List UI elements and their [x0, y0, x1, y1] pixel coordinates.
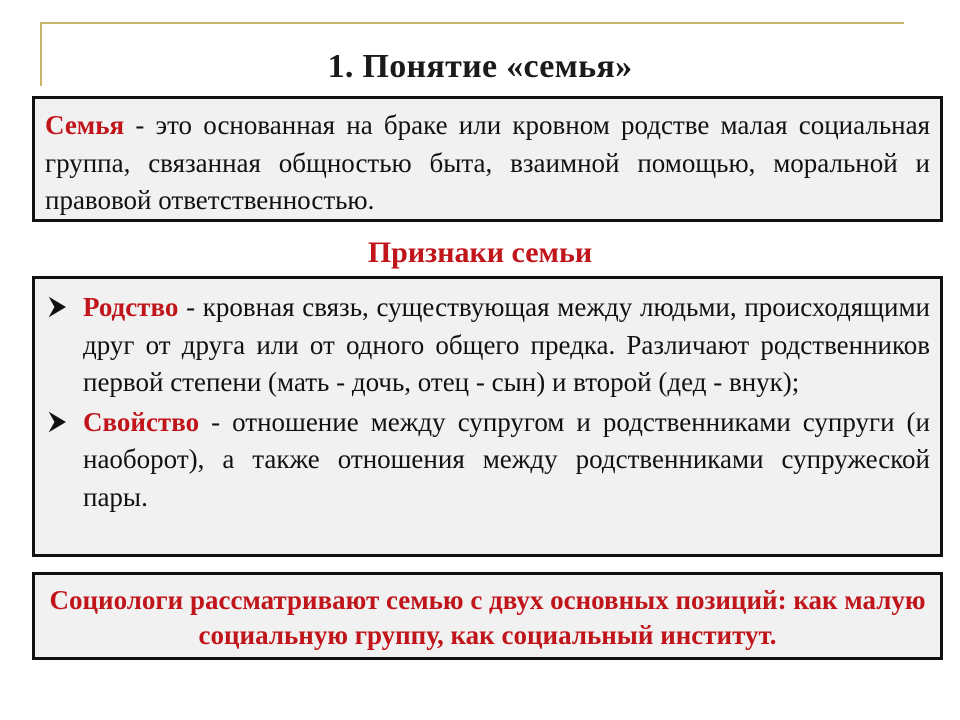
features-box	[32, 276, 943, 557]
feature-term: Родство	[83, 292, 179, 322]
feature-text: - кровная связь, существующая между людьми, происходящими друг от друга или от одного общего предка. Различают родственников первой степени (мать - дочь, отец - сын) и второй (дед - внук);	[83, 292, 930, 397]
definition-box	[32, 96, 943, 222]
arrowhead-bullet-icon	[45, 404, 75, 441]
conclusion-box	[32, 572, 943, 660]
definition-paragraph	[45, 107, 930, 220]
decorative-frame-top	[40, 22, 904, 24]
arrowhead-bullet-icon	[45, 289, 75, 326]
feature-item-affinity	[45, 404, 930, 517]
slide-title: 1. Понятие «семья»	[327, 48, 633, 85]
definition-text: - это основанная на браке или кровном родстве малая социальная группа, связанная общностью быта, взаимной помощью, моральной и правовой ответственностью.	[45, 110, 930, 215]
features-subtitle: Признаки семьи	[367, 236, 593, 269]
feature-item-kinship	[45, 289, 930, 402]
definition-term: Семья	[45, 110, 125, 140]
feature-term: Свойство	[83, 406, 200, 437]
feature-text: - отношение между супругом и родственниками супруги (и наоборот), а также отношения между родственниками супружеской пары.	[83, 406, 930, 512]
conclusion-text: Социологи рассматривают семью с двух основных позиций: как малую социальную группу, как социальный институт.	[49, 585, 926, 650]
